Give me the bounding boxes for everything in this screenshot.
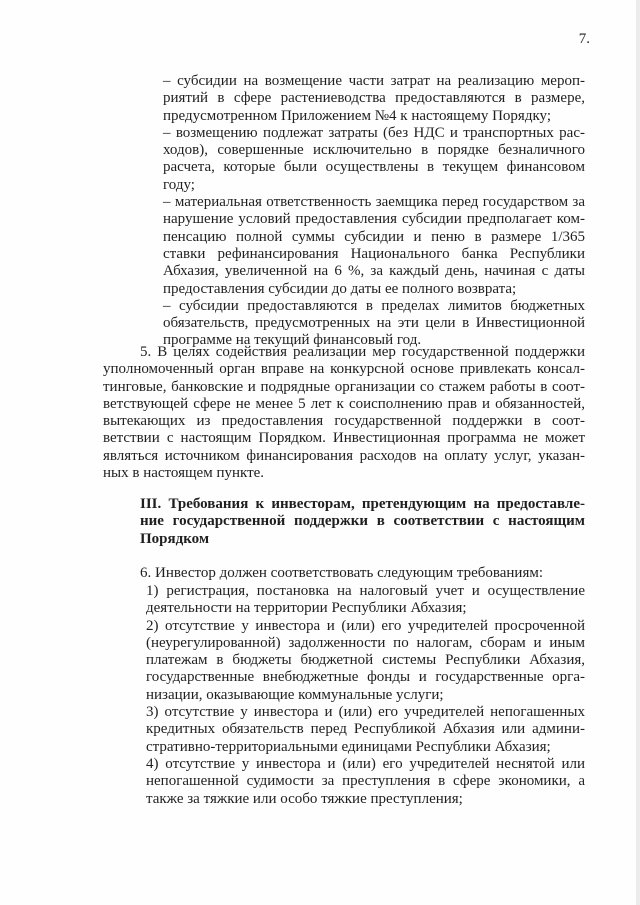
text-line: – возмещению подлежат затраты (без НДС и транспортных рас- [163, 124, 585, 141]
text-line: низации, оказывающие коммунальные услуги; [146, 686, 444, 703]
text-line: платежам в бюджеты бюджетной системы Республики Абхазия, [146, 652, 585, 669]
paragraph-6-intro [140, 565, 585, 582]
text-line: ветствии с настоящим Порядком. Инвестиционная программа не может [103, 430, 585, 447]
paragraph-5 [103, 344, 585, 482]
text-line: 3) отсутствие у инвестора и (или) его учредителей непогашенных [146, 704, 585, 721]
text-line: программе на текущий финансовый год. [163, 332, 422, 349]
text-line: 4) отсутствие у инвестора и (или) его учредителей неснятой или [146, 755, 585, 772]
text-line: – субсидии предоставляются в пределах лимитов бюджетных [163, 297, 585, 314]
text-line: ходов), совершенные исключительно в порядке безналичного [163, 142, 585, 159]
text-line: кредитных обязательств перед Республикой Абхазия или админи- [146, 721, 585, 738]
bullet-item [163, 194, 585, 298]
text-line: государственные внебюджетные фонды и государственные орга- [146, 669, 585, 686]
text-line: непогашенной судимости за преступления в сфере экономики, а [146, 773, 585, 790]
text-line: риятий в сфере растениеводства предоставляются в размере, [163, 90, 585, 107]
text-line: – субсидии на возмещение части затрат на реализацию мероп- [163, 73, 585, 89]
bullet-item [163, 73, 585, 125]
bullet-item [163, 298, 585, 350]
text-line: – материальная ответственность заемщика перед государством за [163, 194, 585, 211]
text-line: предоставления субсидии до даты ее полного возврата; [163, 280, 517, 297]
text-line: (неурегулированной) задолженности по налогам, сборам и иным [146, 634, 585, 651]
scan-edge [636, 0, 640, 905]
text-line: также за тяжкие или особо тяжкие преступления; [146, 790, 463, 807]
requirement-item [146, 756, 585, 808]
text-line: тинговые, банковские и подрядные организации со стажем работы в соот- [103, 378, 585, 395]
text-line: являться источником финансирования расходов на оплату услуг, указан- [103, 447, 585, 464]
text-line: Абхазия, увеличенной на 6 %, за каждый день, начиная с даты [163, 263, 585, 280]
heading-line: Порядком [140, 530, 210, 547]
text-line: вытекающих из предоставления государственной поддержки в соот- [103, 413, 585, 430]
text-line: стративно-территориальными единицами Республики Абхазия; [146, 738, 551, 755]
heading-line: ние государственной поддержки в соответствии с настоящим [140, 513, 585, 530]
requirement-item [146, 704, 585, 756]
text-line: 5. В целях содействия реализации мер государственной поддержки [140, 344, 585, 360]
text-line: обязательств, предусмотренных на эти цели в Инвестиционной [163, 315, 585, 332]
page-number: 7. [578, 31, 590, 47]
text-line: ставки рефинансирования Национального банка Республики [163, 245, 585, 262]
subsidy-conditions-list [163, 73, 585, 350]
text-line: пенсацию полной суммы субсидии и пеню в размере 1/365 [163, 228, 585, 245]
text-line: 1) регистрация, постановка на налоговый учет и осуществление [146, 583, 585, 599]
text-line: ветствующей сфере не менее 5 лет к соисполнению прав и обязанностей, [103, 395, 585, 412]
text-line: 6. Инвестор должен соответствовать следующим требованиям: [140, 565, 544, 581]
text-line: предусмотренном Приложением №4 к настоящему Порядку; [163, 107, 552, 124]
text-line: году; [163, 176, 195, 193]
bullet-item [163, 125, 585, 194]
text-line: расчета, которые были осуществлены в текущем финансовом [163, 159, 585, 176]
section-3-heading [140, 496, 585, 548]
heading-line: III. Требования к инвесторам, претендующим на предоставле- [140, 496, 585, 512]
text-line: ных в настоящем пункте. [103, 465, 265, 482]
text-line: 2) отсутствие у инвестора и (или) его учредителей просроченной [146, 617, 585, 634]
text-line: нарушение условий предоставления субсидии предполагает ком- [163, 211, 585, 228]
investor-requirements-list [146, 583, 585, 808]
text-line: деятельности на территории Республики Абхазия; [146, 600, 467, 617]
requirement-item [146, 618, 585, 704]
requirement-item [146, 583, 585, 618]
text-line: уполномоченный орган вправе на конкурсной основе привлекать консал- [103, 361, 585, 378]
